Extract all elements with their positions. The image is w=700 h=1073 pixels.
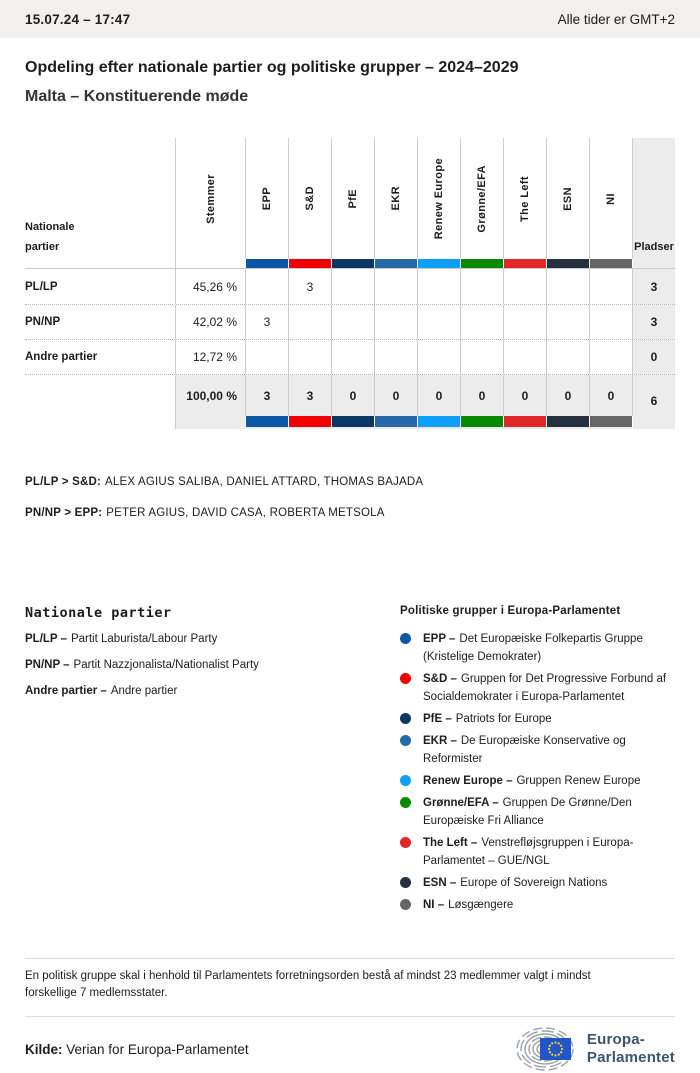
header-group-epp: EPP	[245, 138, 288, 259]
mep-lists	[25, 475, 675, 521]
group-color-bar	[417, 259, 460, 268]
seat-cell	[331, 340, 374, 374]
party-label: Andre partier	[25, 351, 98, 363]
header-seats: Pladser	[632, 138, 675, 259]
total-seats-cell: 0	[632, 340, 675, 374]
seat-cell	[546, 305, 589, 339]
eu-flag-icon	[540, 1038, 571, 1060]
group-color-bar	[504, 416, 546, 427]
seat-cell	[245, 340, 288, 374]
group-color-bar	[418, 416, 460, 427]
national-parties-legend	[25, 605, 400, 918]
group-color-bar	[546, 259, 589, 268]
group-color-bar	[503, 259, 546, 268]
group-color-bars	[25, 259, 675, 269]
seat-cell	[331, 269, 374, 304]
seat-cell	[503, 269, 546, 304]
legend-item: PL/LP – Partit Laburista/Labour Party	[25, 633, 218, 645]
footnote: En politisk gruppe skal i henhold til Parlamentets forretningsorden bestå af mindst 23 medlemmer valgt i mindst forskellige 7 medlemsstater.	[25, 970, 591, 999]
group-color-bars-bottom	[25, 416, 675, 429]
legend-item-ni: NI – Løsgængere	[400, 896, 675, 914]
header-group-ni: NI	[589, 138, 632, 259]
group-color-dot	[400, 633, 411, 644]
group-color-bar	[460, 259, 503, 268]
total-seat-cell: 0	[460, 375, 503, 416]
seat-cell	[503, 340, 546, 374]
table-total-row	[25, 374, 675, 416]
seat-cell	[288, 340, 331, 374]
source-line	[25, 1042, 249, 1057]
group-color-bar	[331, 259, 374, 268]
header-national-parties: Nationale partier	[25, 221, 75, 253]
group-color-dot	[400, 837, 411, 848]
table-row-other	[25, 339, 675, 374]
group-color-bar	[589, 259, 632, 268]
header-group-sd: S&D	[288, 138, 331, 259]
total-seat-cell: 0	[589, 375, 632, 416]
seat-cell	[374, 305, 417, 339]
total-seat-cell: 0	[503, 375, 546, 416]
legend-item-epp: EPP – Det Europæiske Folkepartis Gruppe (Kristelige Demokrater)	[400, 630, 675, 666]
legend-item: Andre partier – Andre partier	[25, 685, 178, 697]
seat-cell	[331, 305, 374, 339]
group-color-dot	[400, 877, 411, 888]
seat-cell	[417, 305, 460, 339]
seat-cell	[374, 340, 417, 374]
legend-item-greens: Grønne/EFA – Gruppen De Grønne/Den Europæiske Fri Alliance	[400, 794, 675, 830]
total-seats-cell: 3	[632, 305, 675, 339]
political-groups-legend	[400, 605, 675, 918]
mep-line-prefix: PN/NP > EPP:	[25, 507, 103, 519]
group-color-bar	[332, 416, 374, 427]
group-color-dot	[400, 673, 411, 684]
mep-line-pnnp	[25, 506, 675, 521]
total-seats-cell: 3	[632, 269, 675, 304]
legend-item-sd: S&D – Gruppen for Det Progressive Forbund af Socialdemokrater i Europa-Parlamentet	[400, 670, 675, 706]
header-votes: Stemmer	[175, 138, 245, 259]
europarl-logo-text: Europa- Parlamentet	[586, 1031, 675, 1066]
legend-item-left: The Left – Venstrefløjsgruppen i Europa-Parlamentet – GUE/NGL	[400, 834, 675, 870]
national-legend-heading: Nationale partier	[25, 605, 172, 621]
seat-cell	[589, 269, 632, 304]
seat-cell	[546, 340, 589, 374]
mep-line-names: PETER AGIUS, DAVID CASA, ROBERTA METSOLA	[106, 507, 385, 519]
group-color-bar	[289, 416, 331, 427]
table-header-row	[25, 138, 675, 259]
mep-line-prefix: PL/LP > S&D:	[25, 476, 101, 488]
hemicycle-icon	[515, 1025, 577, 1073]
groups-legend-heading: Politiske grupper i Europa-Parlamentet	[400, 605, 621, 617]
top-bar	[0, 0, 700, 38]
group-color-dot	[400, 713, 411, 724]
table-row-pnnp	[25, 304, 675, 339]
legend-item-ekr: EKR – De Europæiske Konservative og Reformister	[400, 732, 675, 768]
legend-item-esn: ESN – Europe of Sovereign Nations	[400, 874, 675, 892]
header-group-pfe: PfE	[331, 138, 374, 259]
seat-cell	[460, 269, 503, 304]
group-color-bar	[245, 259, 288, 268]
datetime-label: 15.07.24 – 17:47	[25, 11, 131, 27]
header-group-greens: Grønne/EFA	[460, 138, 503, 259]
votes-cell: 12,72 %	[175, 340, 245, 374]
source-label: Kilde:	[25, 1041, 63, 1057]
legend-item-renew: Renew Europe – Gruppen Renew Europe	[400, 772, 675, 790]
total-seat-cell: 0	[374, 375, 417, 416]
header-group-renew: Renew Europe	[417, 138, 460, 259]
mep-line-pllp	[25, 475, 675, 490]
seat-cell: 3	[245, 305, 288, 339]
grand-total-seats: 6	[632, 375, 675, 416]
group-color-bar	[461, 416, 503, 427]
party-label: PL/LP	[25, 280, 58, 293]
seat-cell	[417, 340, 460, 374]
seat-cell	[374, 269, 417, 304]
total-seat-cell: 0	[417, 375, 460, 416]
total-votes-cell: 100,00 %	[175, 375, 245, 416]
seat-cell	[245, 269, 288, 304]
group-color-dot	[400, 797, 411, 808]
seat-cell	[460, 305, 503, 339]
group-color-bar	[374, 259, 417, 268]
legend-item: PN/NP – Partit Nazzjonalista/Nationalist Party	[25, 659, 259, 671]
header-group-esn: ESN	[546, 138, 589, 259]
group-color-bar	[288, 259, 331, 268]
group-color-bar	[590, 416, 632, 427]
total-seat-cell: 3	[245, 375, 288, 416]
seat-cell	[417, 269, 460, 304]
seat-cell	[589, 305, 632, 339]
page-subtitle: Malta – Konstituerende møde	[25, 88, 249, 105]
total-seat-cell: 0	[331, 375, 374, 416]
mep-line-names: ALEX AGIUS SALIBA, DANIEL ATTARD, THOMAS BAJADA	[105, 476, 424, 488]
votes-cell: 45,26 %	[175, 269, 245, 304]
timezone-note: Alle tider er GMT+2	[557, 11, 675, 27]
seat-cell	[589, 340, 632, 374]
seat-cell: 3	[288, 269, 331, 304]
page-title: Opdeling efter nationale partier og politiske grupper – 2024–2029	[25, 59, 519, 76]
legend-item-pfe: PfE – Patriots for Europe	[400, 710, 675, 728]
group-color-dot	[400, 775, 411, 786]
group-color-dot	[400, 735, 411, 746]
group-color-bar	[375, 416, 417, 427]
europarl-logo	[515, 1025, 675, 1073]
seat-cell	[460, 340, 503, 374]
votes-cell: 42,02 %	[175, 305, 245, 339]
seat-cell	[546, 269, 589, 304]
group-color-dot	[400, 899, 411, 910]
party-label: PN/NP	[25, 316, 61, 328]
seat-cell	[288, 305, 331, 339]
source-name: Verian for Europa-Parlamentet	[66, 1041, 249, 1057]
header-group-left: The Left	[503, 138, 546, 259]
table-row-pllp	[25, 269, 675, 304]
results-table	[25, 138, 675, 429]
group-color-bar	[547, 416, 589, 427]
total-seat-cell: 0	[546, 375, 589, 416]
group-color-bar	[246, 416, 288, 427]
seat-cell	[503, 305, 546, 339]
total-seat-cell: 3	[288, 375, 331, 416]
header-group-ekr: EKR	[374, 138, 417, 259]
